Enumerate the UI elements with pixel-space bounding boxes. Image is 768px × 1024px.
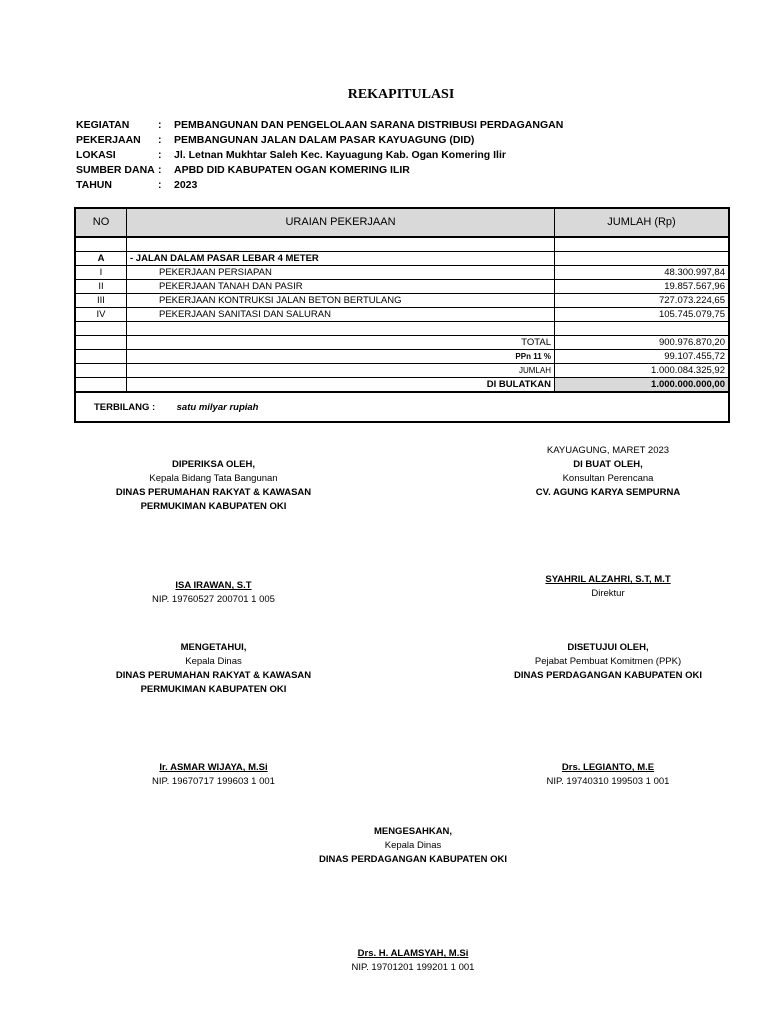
table-row-ppn	[75, 350, 729, 364]
signatory-title: Direktur	[591, 588, 625, 599]
table-row-bulatkan	[75, 378, 729, 393]
table-header-row	[75, 208, 729, 237]
bulatkan-label: DI BULATKAN	[127, 378, 555, 393]
table-row-empty	[75, 322, 729, 336]
signature-block-dibuat	[508, 458, 708, 500]
info-row-kegiatan	[76, 118, 563, 133]
item-amount: 48.300.997,84	[555, 266, 730, 280]
info-value: 2023	[174, 179, 198, 191]
item-label: PEKERJAAN KONTRUKSI JALAN BETON BERTULANG	[127, 294, 555, 308]
signature-heading: MENGESAHKAN,	[373, 826, 453, 837]
signatory-nip: NIP. 19701201 199201 1 001	[351, 962, 475, 973]
item-amount: 727.073.224,65	[555, 294, 730, 308]
signature-org: CV. AGUNG KARYA SEMPURNA	[535, 487, 681, 498]
item-label: PEKERJAAN TANAH DAN PASIR	[127, 280, 555, 294]
terbilang-label: TERBILANG :	[94, 401, 156, 413]
table-row-jumlah	[75, 364, 729, 378]
table-row	[75, 294, 729, 308]
signatory-name: ISA IRAWAN, S.T	[175, 580, 252, 591]
terbilang-row	[75, 392, 729, 422]
total-value: 900.976.870,20	[555, 336, 730, 350]
signature-block-disetujui	[508, 641, 708, 683]
table-row	[75, 266, 729, 280]
document-title: REKAPITULASI	[347, 87, 455, 102]
header-jumlah: JUMLAH (Rp)	[555, 208, 730, 237]
signatory-nip: NIP. 19740310 199503 1 001	[546, 776, 670, 787]
info-row-lokasi	[76, 148, 563, 163]
header-no: NO	[75, 208, 127, 237]
info-label: SUMBER DANA	[76, 164, 155, 176]
jumlah-label: JUMLAH	[127, 364, 555, 378]
signature-heading: DISETUJUI OLEH,	[567, 642, 649, 653]
info-label: TAHUN	[76, 179, 112, 191]
signature-org: DINAS PERDAGANGAN KABUPATEN OKI	[318, 854, 508, 865]
bulatkan-value: 1.000.000.000,00	[555, 378, 730, 393]
signatory-mengetahui	[80, 761, 347, 789]
table-row-section	[75, 252, 729, 266]
signature-org: PERMUKIMAN KABUPATEN OKI	[140, 684, 287, 695]
item-no: II	[75, 280, 127, 294]
signature-block-mengetahui	[80, 641, 347, 697]
signature-position: Konsultan Perencana	[562, 473, 654, 484]
signature-heading: MENGETAHUI,	[180, 642, 247, 653]
info-value: Jl. Letnan Mukhtar Saleh Kec. Kayuagung Kab. Ogan Komering Ilir	[174, 149, 506, 161]
terbilang-value: satu milyar rupiah	[176, 401, 259, 413]
info-value: APBD DID KABUPATEN OGAN KOMERING ILIR	[174, 164, 410, 176]
info-value: PEMBANGUNAN JALAN DALAM PASAR KAYUAGUNG (DID)	[174, 134, 475, 146]
item-amount: 19.857.567,96	[555, 280, 730, 294]
signatory-name: Ir. ASMAR WIJAYA, M.Si	[159, 762, 268, 773]
info-row-pekerjaan	[76, 133, 563, 148]
jumlah-value: 1.000.084.325,92	[555, 364, 730, 378]
info-separator: :	[158, 179, 162, 191]
signatory-name: Drs. LEGIANTO, M.E	[561, 762, 655, 773]
item-no: I	[75, 266, 127, 280]
info-value: PEMBANGUNAN DAN PENGELOLAAN SARANA DISTRIBUSI PERDAGANGAN	[174, 119, 564, 131]
signature-position: Kepala Dinas	[384, 840, 442, 851]
signature-heading: DIPERIKSA OLEH,	[171, 459, 256, 470]
table-row-total	[75, 336, 729, 350]
signature-block-mengesahkan	[263, 825, 563, 867]
signatory-dibuat	[508, 573, 708, 601]
info-label: PEKERJAAN	[76, 134, 141, 146]
info-separator: :	[158, 134, 162, 146]
info-separator: :	[158, 164, 162, 176]
info-label: KEGIATAN	[76, 119, 130, 131]
section-no: A	[75, 252, 127, 266]
info-separator: :	[158, 149, 162, 161]
table-row	[75, 280, 729, 294]
info-row-tahun	[76, 178, 563, 193]
recap-table	[74, 207, 730, 423]
ppn-label: PPn 11 %	[127, 350, 555, 364]
item-label: PEKERJAAN SANITASI DAN SALURAN	[127, 308, 555, 322]
ppn-value: 99.107.455,72	[555, 350, 730, 364]
signature-org: DINAS PERDAGANGAN KABUPATEN OKI	[513, 670, 703, 681]
info-row-sumber-dana	[76, 163, 563, 178]
signatory-nip: NIP. 19760527 200701 1 005	[152, 594, 275, 605]
info-separator: :	[158, 119, 162, 131]
signatory-name: Drs. H. ALAMSYAH, M.Si	[357, 948, 469, 959]
signature-position: Pejabat Pembuat Komitmen (PPK)	[534, 656, 682, 667]
signature-position: Kepala Bidang Tata Bangunan	[149, 473, 278, 484]
signature-org: PERMUKIMAN KABUPATEN OKI	[140, 501, 287, 512]
item-amount: 105.745.079,75	[555, 308, 730, 322]
signatory-nip: NIP. 19670717 199603 1 001	[152, 776, 275, 787]
item-label: PEKERJAAN PERSIAPAN	[127, 266, 555, 280]
signature-block-diperiksa	[80, 458, 347, 514]
signatory-diperiksa	[80, 579, 347, 607]
signature-org: DINAS PERUMAHAN RAKYAT & KAWASAN	[115, 670, 312, 681]
signature-heading: DI BUAT OLEH,	[573, 459, 643, 470]
signatory-disetujui	[508, 761, 708, 789]
project-info	[76, 118, 563, 193]
signature-position: Kepala Dinas	[185, 656, 242, 667]
section-label: - JALAN DALAM PASAR LEBAR 4 METER	[127, 252, 555, 266]
signatory-name: SYAHRIL ALZAHRI, S.T, M.T	[545, 574, 671, 585]
item-no: III	[75, 294, 127, 308]
table-row	[75, 308, 729, 322]
total-label: TOTAL	[127, 336, 555, 350]
signature-org: DINAS PERUMAHAN RAKYAT & KAWASAN	[115, 487, 312, 498]
item-no: IV	[75, 308, 127, 322]
place-date: KAYUAGUNG, MARET 2023	[546, 445, 670, 456]
header-uraian: URAIAN PEKERJAAN	[127, 208, 555, 237]
table-row-empty	[75, 237, 729, 252]
signatory-mengesahkan	[263, 947, 563, 975]
info-label: LOKASI	[76, 149, 116, 161]
